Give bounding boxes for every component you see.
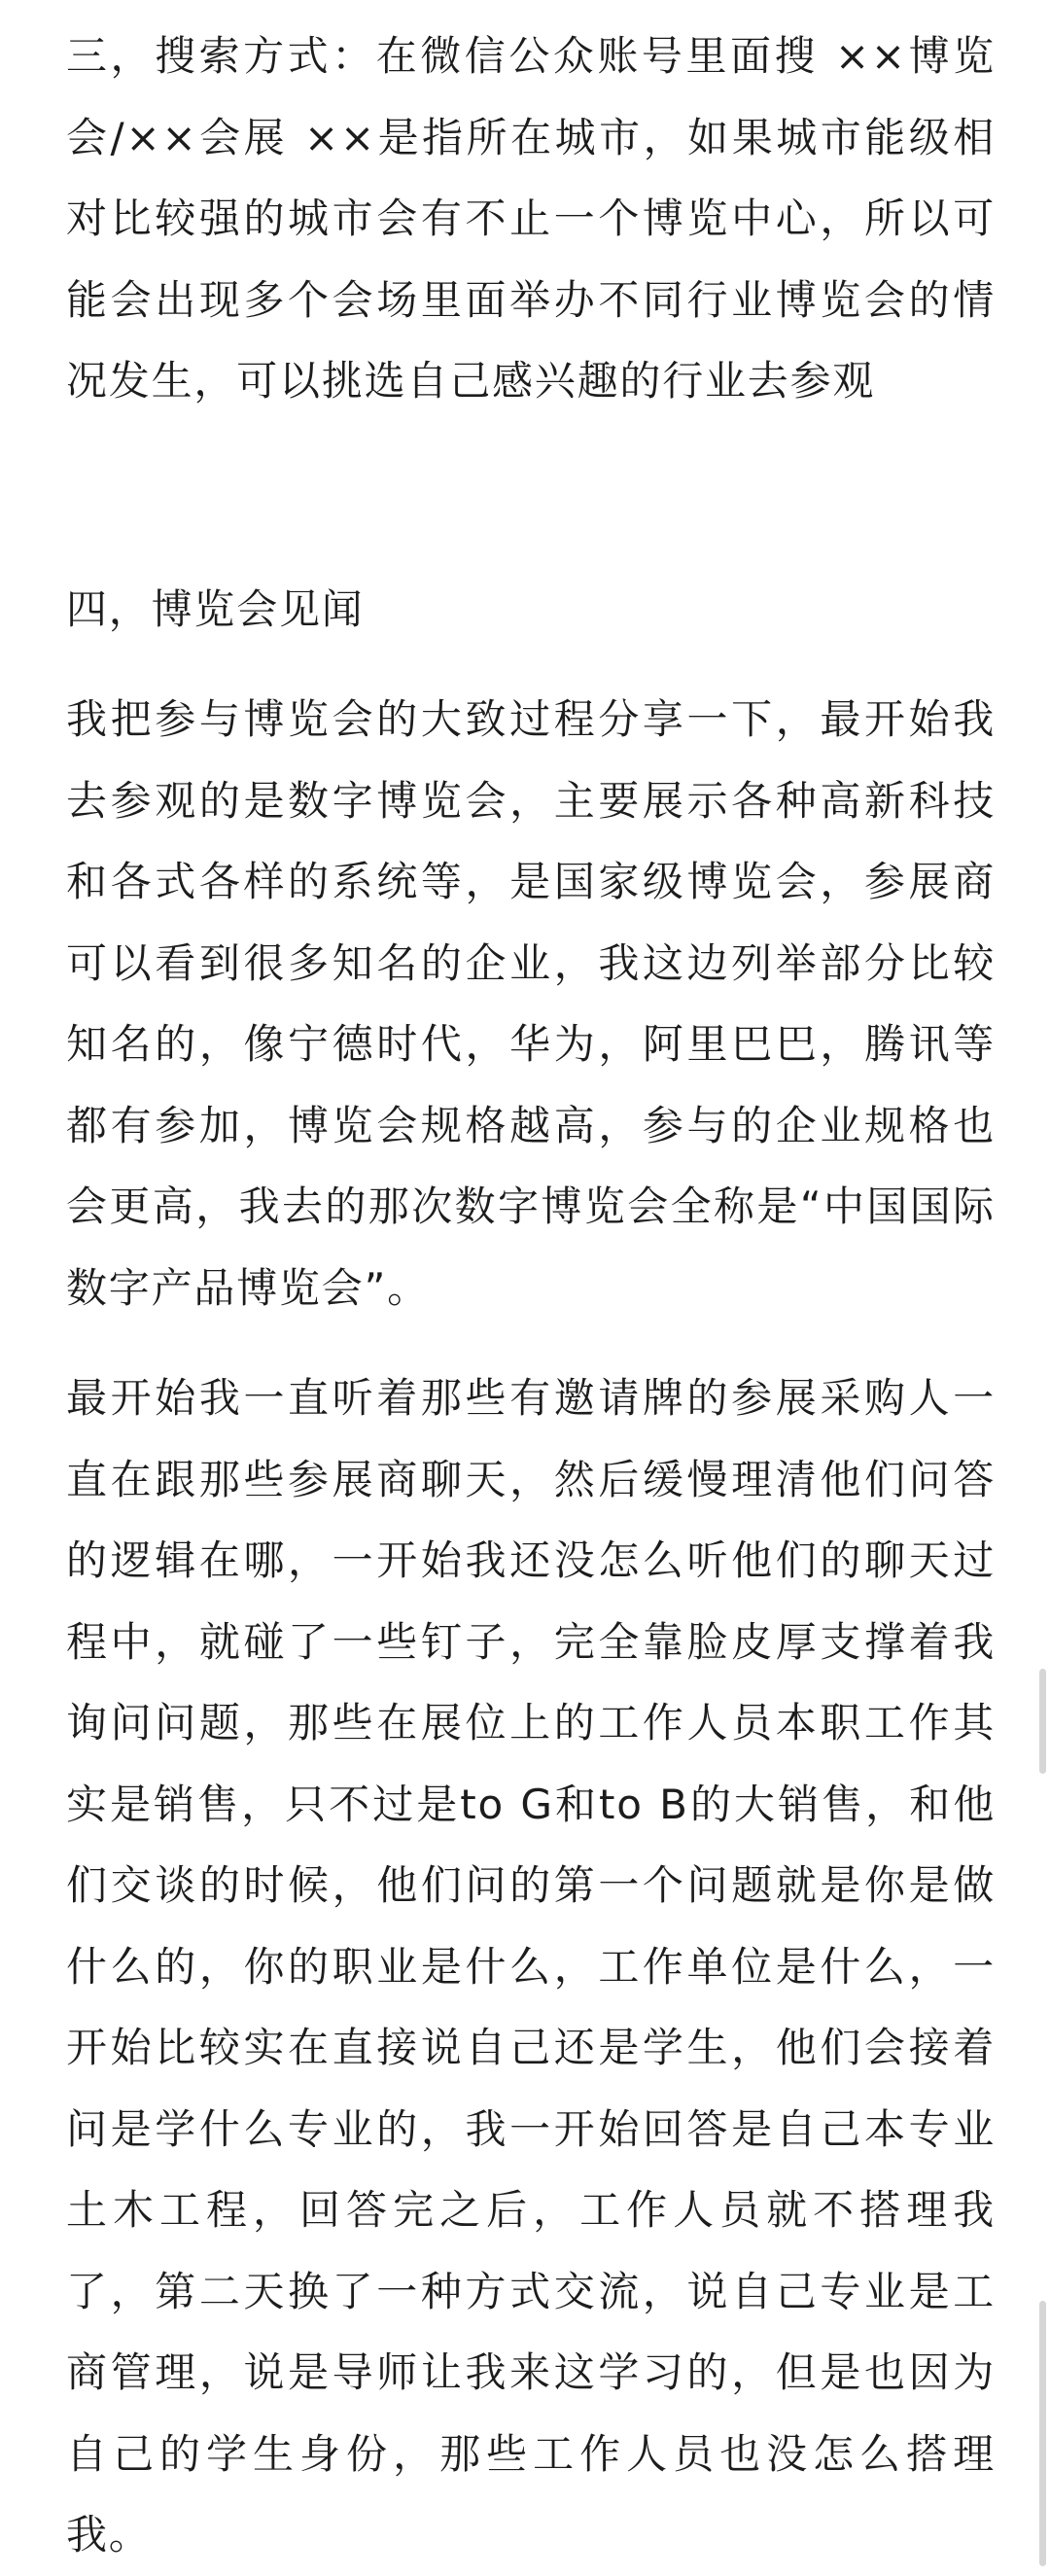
section-heading-expo-experience: 四，博览会见闻 <box>66 584 365 633</box>
paragraph-expo-overview: 我把参与博览会的大致过程分享一下，最开始我去参观的是数字博览会，主要展示各种高新科技和各式各样的系统等，是国家级博览会，参展商可以看到很多知名的企业，我这边列举部分比较知名的，像宁德时代，华为，阿里巴巴，腾讯等都有参加，博览会规格越高，参与的企业规格也会更高，我去的那次数字博览会全称是“中国国际数字产品博览会”。 <box>66 695 996 1312</box>
scrollbar-thumb-lower[interactable] <box>1039 2301 1046 2566</box>
paragraph-search-method: 三，搜索方式：在微信公众账号里面搜 ××博览会/××会展 ××是指所在城市，如果城市能级相对比较强的城市会有不止一个博览中心，所以可能会出现多个会场里面举办不同行业博览会的情况发生，可以挑选自己感兴趣的行业去参观 <box>66 32 996 405</box>
scrollbar-thumb[interactable] <box>1039 1669 1046 1774</box>
scrollbar[interactable] <box>1038 0 1046 2566</box>
paragraph-expo-conversations: 最开始我一直听着那些有邀请牌的参展采购人一直在跟那些参展商聊天，然后缓慢理清他们问答的逻辑在哪，一开始我还没怎么听他们的聊天过程中，就碰了一些钉子，完全靠脸皮厚支撑着我询问问题，那些在展位上的工作人员本职工作其实是销售，只不过是to G和to B的大销售，和他们交谈的时候，他们问的第一个问题就是你是做什么的，你的职业是什么，工作单位是什么，一开始比较实在直接说自己还是学生，他们会接着问是学什么专业的，我一开始回答是自己本专业土木工程，回答完之后，工作人员就不搭理我了，第二天换了一种方式交流，说自己专业是工商管理，说是导师让我来这学习的，但是也因为自己的学生身份，那些工作人员也没怎么搭理我。 <box>66 1374 996 2558</box>
article-body <box>66 0 996 2576</box>
